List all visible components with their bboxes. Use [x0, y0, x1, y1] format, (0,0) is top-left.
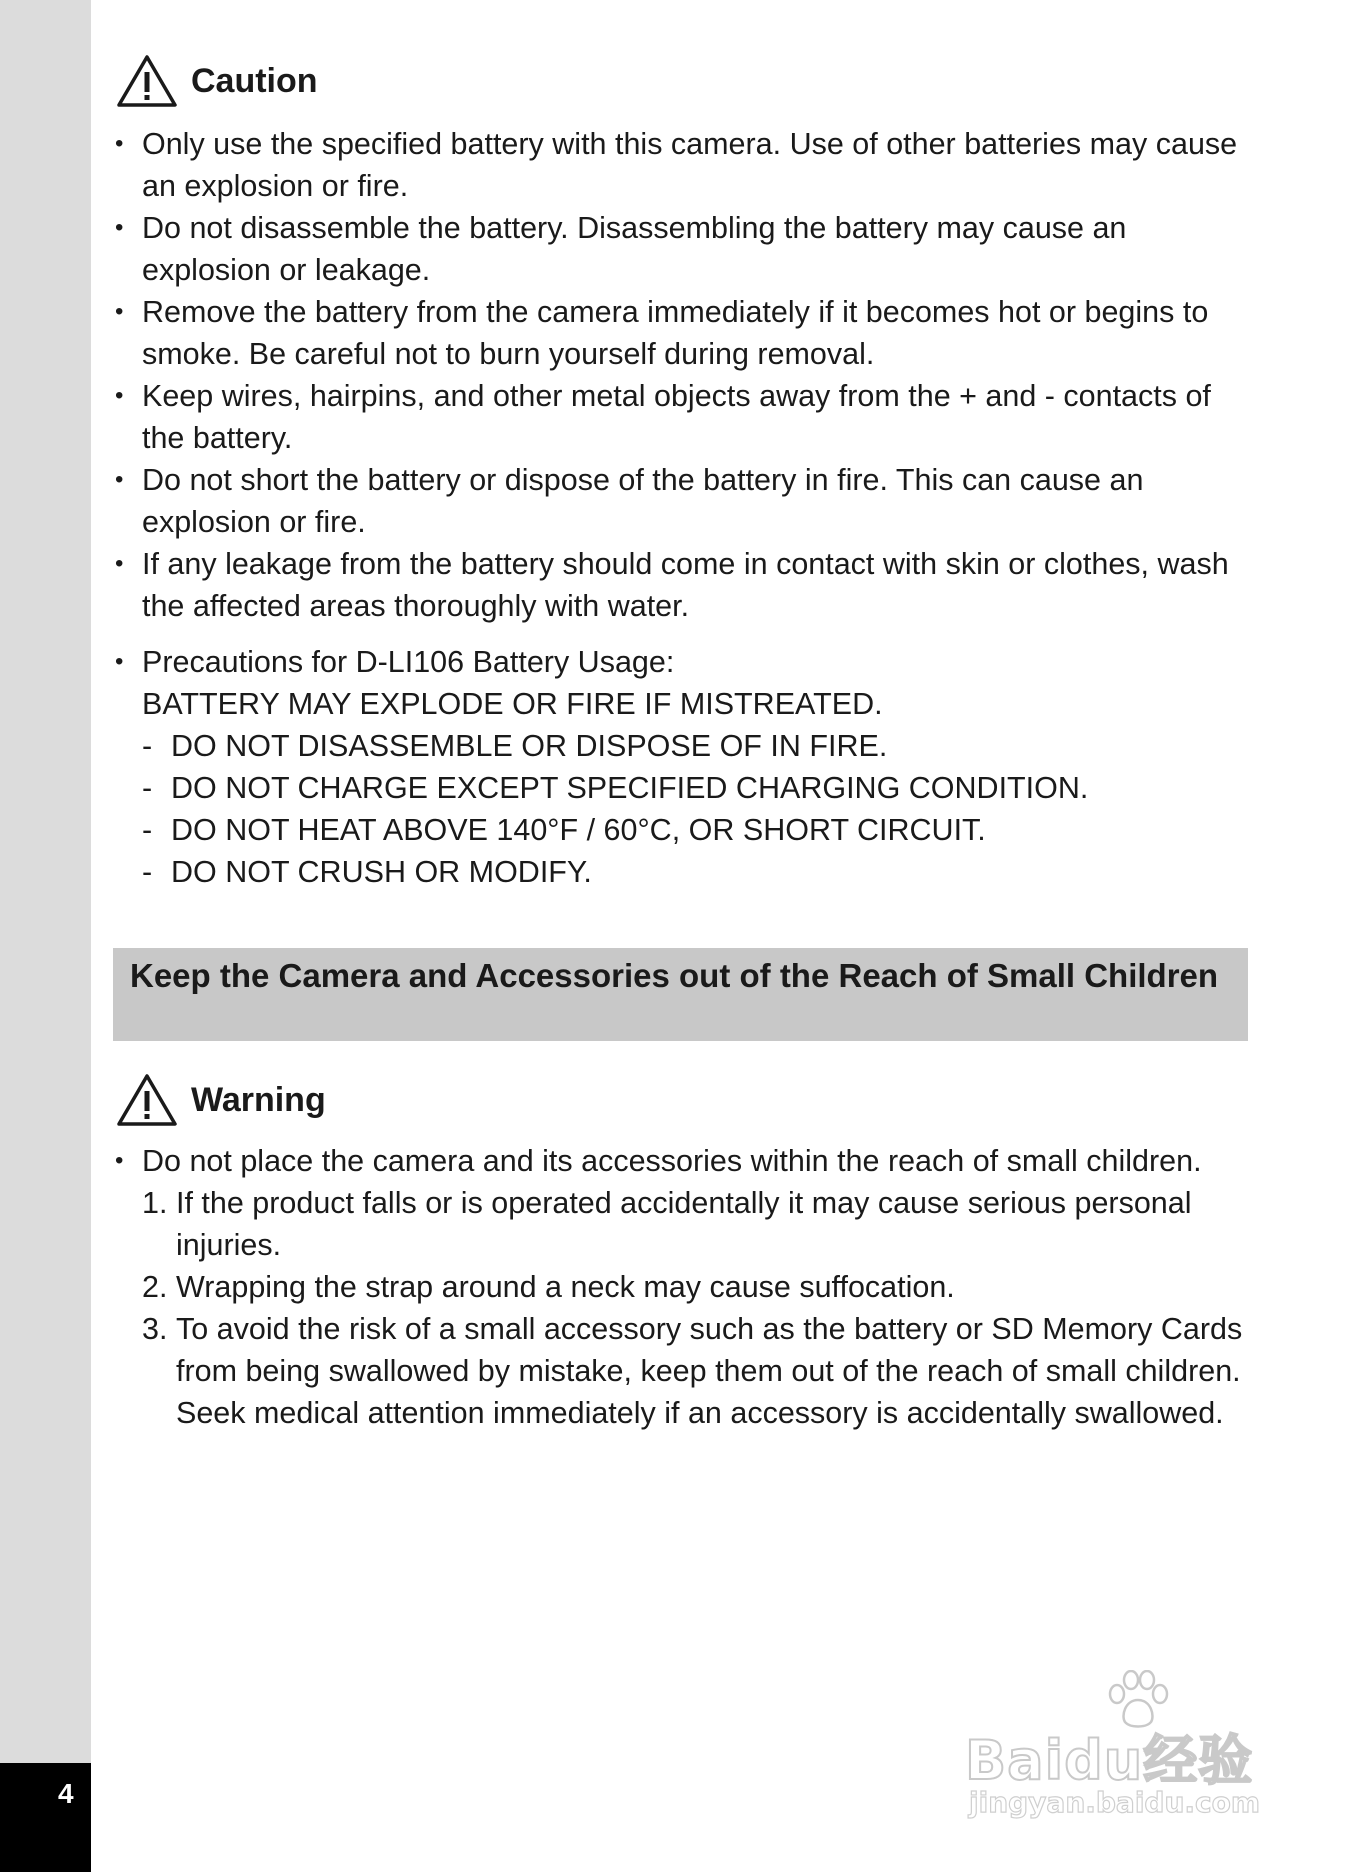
precaution-dash-text: DO NOT HEAT ABOVE 140°F / 60°C, OR SHORT CIRCUIT.	[171, 813, 986, 847]
warning-heading	[116, 1073, 326, 1127]
item-text: To avoid the risk of a small accessory such as the battery or SD Memory Cards from being swallowed by mistake, keep them out of the reach of small children. Seek medical attention immediately if an accessory is accidentally swallowed.	[176, 1312, 1243, 1430]
caution-list	[113, 123, 1258, 627]
precaution-dash-text: DO NOT CRUSH OR MODIFY.	[171, 855, 592, 889]
list-item: • Remove the battery from the camera immediately if it becomes hot or begins to smoke. Be careful not to burn yourself during removal.	[113, 291, 1258, 375]
precaution-title: • Precautions for D-LI106 Battery Usage:	[142, 645, 675, 679]
warning-list	[113, 1140, 1258, 1434]
caution-heading	[116, 54, 318, 108]
precaution-list	[113, 641, 1258, 893]
precaution-item	[113, 641, 1258, 893]
precaution-dash-item: - DO NOT HEAT ABOVE 140°F / 60°C, OR SHORT CIRCUIT.	[142, 813, 986, 847]
item-number: 1.	[142, 1186, 168, 1220]
section-title: Keep the Camera and Accessories out of the Reach of Small Children	[130, 957, 1219, 994]
watermark-brand: Baidu经验	[965, 1729, 1254, 1792]
list-item: • Do not disassemble the battery. Disassembling the battery may cause an explosion or leakage.	[113, 207, 1258, 291]
side-strip	[0, 0, 91, 1872]
warning-triangle-icon	[116, 1073, 178, 1127]
item-text: Wrapping the strap around a neck may cause suffocation.	[176, 1270, 955, 1304]
precaution-dash-item: - DO NOT CHARGE EXCEPT SPECIFIED CHARGING CONDITION.	[142, 771, 1089, 805]
caution-title: Caution	[191, 61, 318, 100]
list-item: • Only use the specified battery with this camera. Use of other batteries may cause an explosion or fire.	[113, 123, 1258, 207]
precaution-notice: BATTERY MAY EXPLODE OR FIRE IF MISTREATED.	[142, 687, 883, 721]
section-band	[113, 948, 1248, 1041]
warning-title: Warning	[191, 1080, 326, 1119]
item-number: 2.	[142, 1270, 168, 1304]
watermark-url: jingyan.baidu.com	[969, 1786, 1261, 1819]
precaution-dash-text: DO NOT CHARGE EXCEPT SPECIFIED CHARGING CONDITION.	[171, 771, 1089, 805]
warning-item	[113, 1140, 1258, 1434]
numbered-item	[142, 1308, 1258, 1434]
list-item: • If any leakage from the battery should come in contact with skin or clothes, wash the affected areas thoroughly with water.	[113, 543, 1258, 627]
warning-triangle-icon	[116, 54, 178, 108]
list-item: • Do not short the battery or dispose of the battery in fire. This can cause an explosion or fire.	[113, 459, 1258, 543]
precaution-dash-item: - DO NOT CRUSH OR MODIFY.	[142, 855, 592, 889]
page-number: 4	[58, 1778, 74, 1809]
numbered-item	[142, 1266, 1258, 1308]
numbered-list	[142, 1182, 1258, 1434]
item-text: If the product falls or is operated accidentally it may cause serious personal injuries.	[176, 1186, 1192, 1262]
watermark	[965, 1670, 1285, 1830]
numbered-item	[142, 1182, 1258, 1266]
warning-item-text: Do not place the camera and its accessories within the reach of small children.	[142, 1144, 1202, 1178]
precaution-dash-text: DO NOT DISASSEMBLE OR DISPOSE OF IN FIRE.	[171, 729, 888, 763]
precaution-dash-item: - DO NOT DISASSEMBLE OR DISPOSE OF IN FIRE.	[142, 729, 888, 763]
list-item: • Keep wires, hairpins, and other metal objects away from the + and - contacts of the battery.	[113, 375, 1258, 459]
item-number: 3.	[142, 1312, 168, 1346]
